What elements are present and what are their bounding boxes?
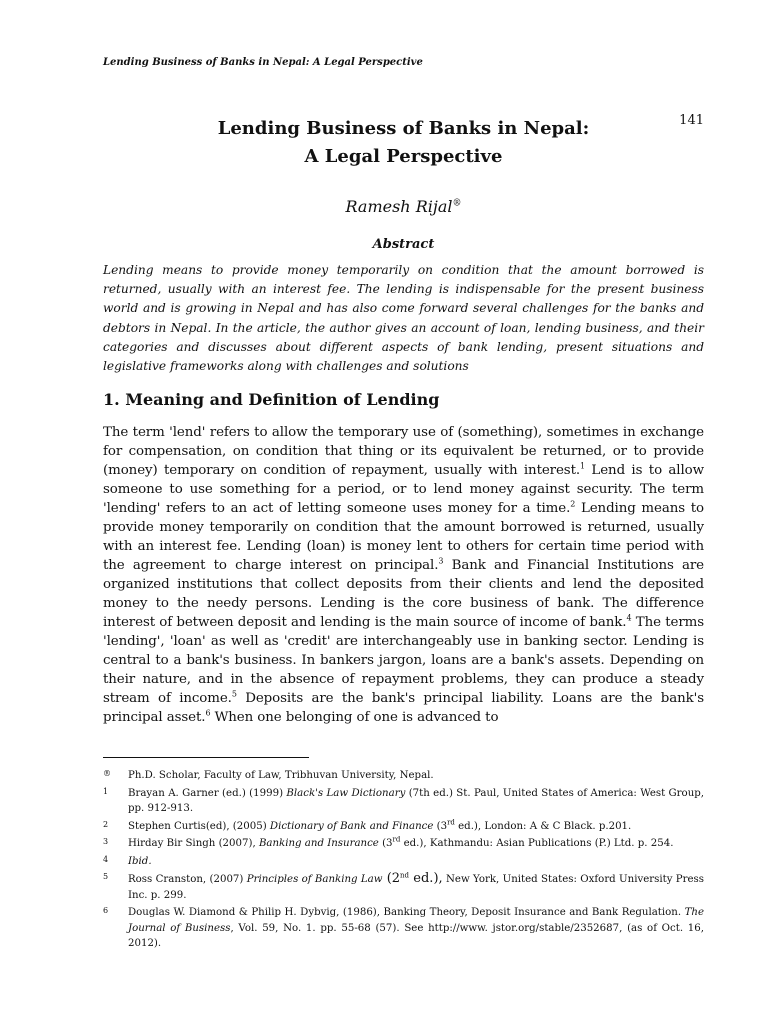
footnote-3 — [103, 836, 704, 852]
footnote-text: (2 — [382, 871, 401, 886]
body-text-segment: Lending means to provide money temporarily on condition that the amount borrowed is returned, usually with an interest fee. Lending (loan) is money lent to others for certain time period with the agreement to charge interest on principal. — [103, 501, 704, 573]
footnote-mark: 5 — [103, 872, 109, 881]
footnote-sup: nd — [400, 871, 410, 880]
body-text-segment: Deposits are the bank's principal liability. Loans are the bank's principal asset. — [103, 691, 704, 725]
footnote-title: Banking and Insurance — [258, 838, 379, 849]
body-text-segment: Bank and Financial Institutions are organized institutions that collect deposits from their clients and lend the deposited money to the needy persons. Lending is the core business of bank. The difference interest of between deposit and lending is the main source of income of bank. — [103, 558, 705, 630]
footnote-text: ed.), Kathmandu: Asian Publications (P.) Ltd. p. 254. — [400, 838, 674, 849]
footnote-text: (3 — [378, 838, 393, 849]
footnote-ref-6: 6 — [205, 708, 211, 718]
footnote-ref-3: 3 — [438, 556, 444, 566]
body-text-segment: The term 'lend' refers to allow the temporary use of (something), sometimes in exchange for compensation, on condition that thing or its equivalent be returned, or to provide (money) temporary on condition of repayment, usually with interest. — [103, 425, 704, 478]
footnote-2 — [103, 819, 704, 835]
footnote-text: Douglas W. Diamond & Philip H. Dybvig, (1986), Banking Theory, Deposit Insurance and Bank Regulation. — [128, 907, 685, 918]
footnote-title: The Journal of Business — [128, 907, 704, 934]
footnote-ref-4: 4 — [626, 613, 632, 623]
abstract-heading: Abstract — [372, 237, 435, 252]
footnote-text: (7th ed.) St. Paul, United States of America: West Group, pp. 912-913. — [128, 787, 705, 814]
footnote-4 — [103, 854, 704, 870]
footnote-mark: 1 — [103, 786, 109, 796]
footnote-mark: ® — [103, 769, 111, 778]
footnote-text: New York, United States: Oxford University Press Inc. p. 299. — [128, 874, 705, 901]
author-byline — [103, 197, 704, 216]
body-text-segment: When one belonging of one is advanced to — [210, 710, 499, 725]
footnote-text: Brayan A. Garner (ed.) (1999) — [128, 787, 287, 799]
footnote-mark: 6 — [103, 906, 109, 915]
footnote-title: Ibid. — [128, 855, 152, 867]
section-heading: 1. Meaning and Definition of Lending — [103, 390, 440, 409]
footnote-text: Ph.D. Scholar, Faculty of Law, Tribhuvan University, Nepal. — [128, 770, 434, 781]
footnote-5 — [103, 871, 704, 903]
footnote-mark: 2 — [103, 819, 109, 829]
author-name: Ramesh Rijal — [345, 197, 453, 216]
title-line-1: Lending Business of Banks in Nepal: — [217, 118, 590, 139]
running-header — [103, 57, 704, 128]
footnote-title: Principles of Banking Law — [246, 874, 383, 885]
running-title: Lending Business of Banks in Nepal: A Legal Perspective — [103, 57, 423, 68]
page-number: 141 — [679, 113, 704, 128]
article-title — [103, 115, 704, 171]
footnote-text: , Vol. 59, No. 1. pp. 55-68 (57). See http://www. jstor.org/stable/2352687, (as of Oct. 16, 2012). — [128, 922, 704, 949]
footnote-6 — [103, 905, 704, 952]
footnote-author — [103, 768, 704, 784]
footnote-mark: 3 — [103, 837, 109, 846]
footnote-text: (3 — [433, 820, 448, 832]
footnote-title: Black's Law Dictionary — [286, 787, 406, 799]
footnote-mark: 4 — [103, 854, 109, 864]
footnote-text: ed.), — [409, 871, 443, 886]
footnote-sup: rd — [447, 818, 455, 827]
footnote-text: ed.), London: A & C Black. p.201. — [454, 820, 632, 832]
body-paragraph — [103, 423, 704, 727]
footnote-title: Dictionary of Bank and Finance — [269, 820, 434, 832]
author-footnote-mark: ® — [452, 198, 462, 209]
abstract-text: Lending means to provide money temporarily on condition that the amount borrowed is returned, usually with an interest fee. The lending is indispensable for the present business world and is growing in Nepal and has also come forward several challenges for the banks and debtors in Nepal. In the article, the author gives an account of loan, lending business, and their categories and discusses about different aspects of bank lending, present situations and legislative frameworks along with challenges and solutions — [103, 263, 704, 374]
body-text-segment: The terms 'lending', 'loan' as well as 'credit' are interchangeably use in banking sector. Lending is central to a bank's business. In bankers jargon, loans are a bank's assets. Depending on their nature, and in the absence of repayment problems, they can produce a steady stream of income. — [103, 615, 704, 706]
body-text-segment: Lend is to allow someone to use something for a period, or to lend money against security. The term 'lending' refers to an act of letting someone uses money for a time. — [103, 463, 704, 516]
footnote-ref-2: 2 — [570, 499, 576, 509]
footnote-sup: rd — [392, 835, 401, 844]
footnote-text: Hirday Bir Singh (2007), — [128, 838, 259, 849]
footnote-1 — [103, 786, 704, 817]
footnote-ref-5: 5 — [231, 689, 237, 699]
footnote-text: Ross Cranston, (2007) — [128, 874, 247, 885]
footnotes — [103, 768, 704, 954]
footnote-separator — [103, 757, 309, 758]
footnote-text: Stephen Curtis(ed), (2005) — [128, 820, 270, 832]
title-line-2: A Legal Perspective — [304, 146, 503, 167]
footnote-ref-1: 1 — [580, 461, 586, 471]
